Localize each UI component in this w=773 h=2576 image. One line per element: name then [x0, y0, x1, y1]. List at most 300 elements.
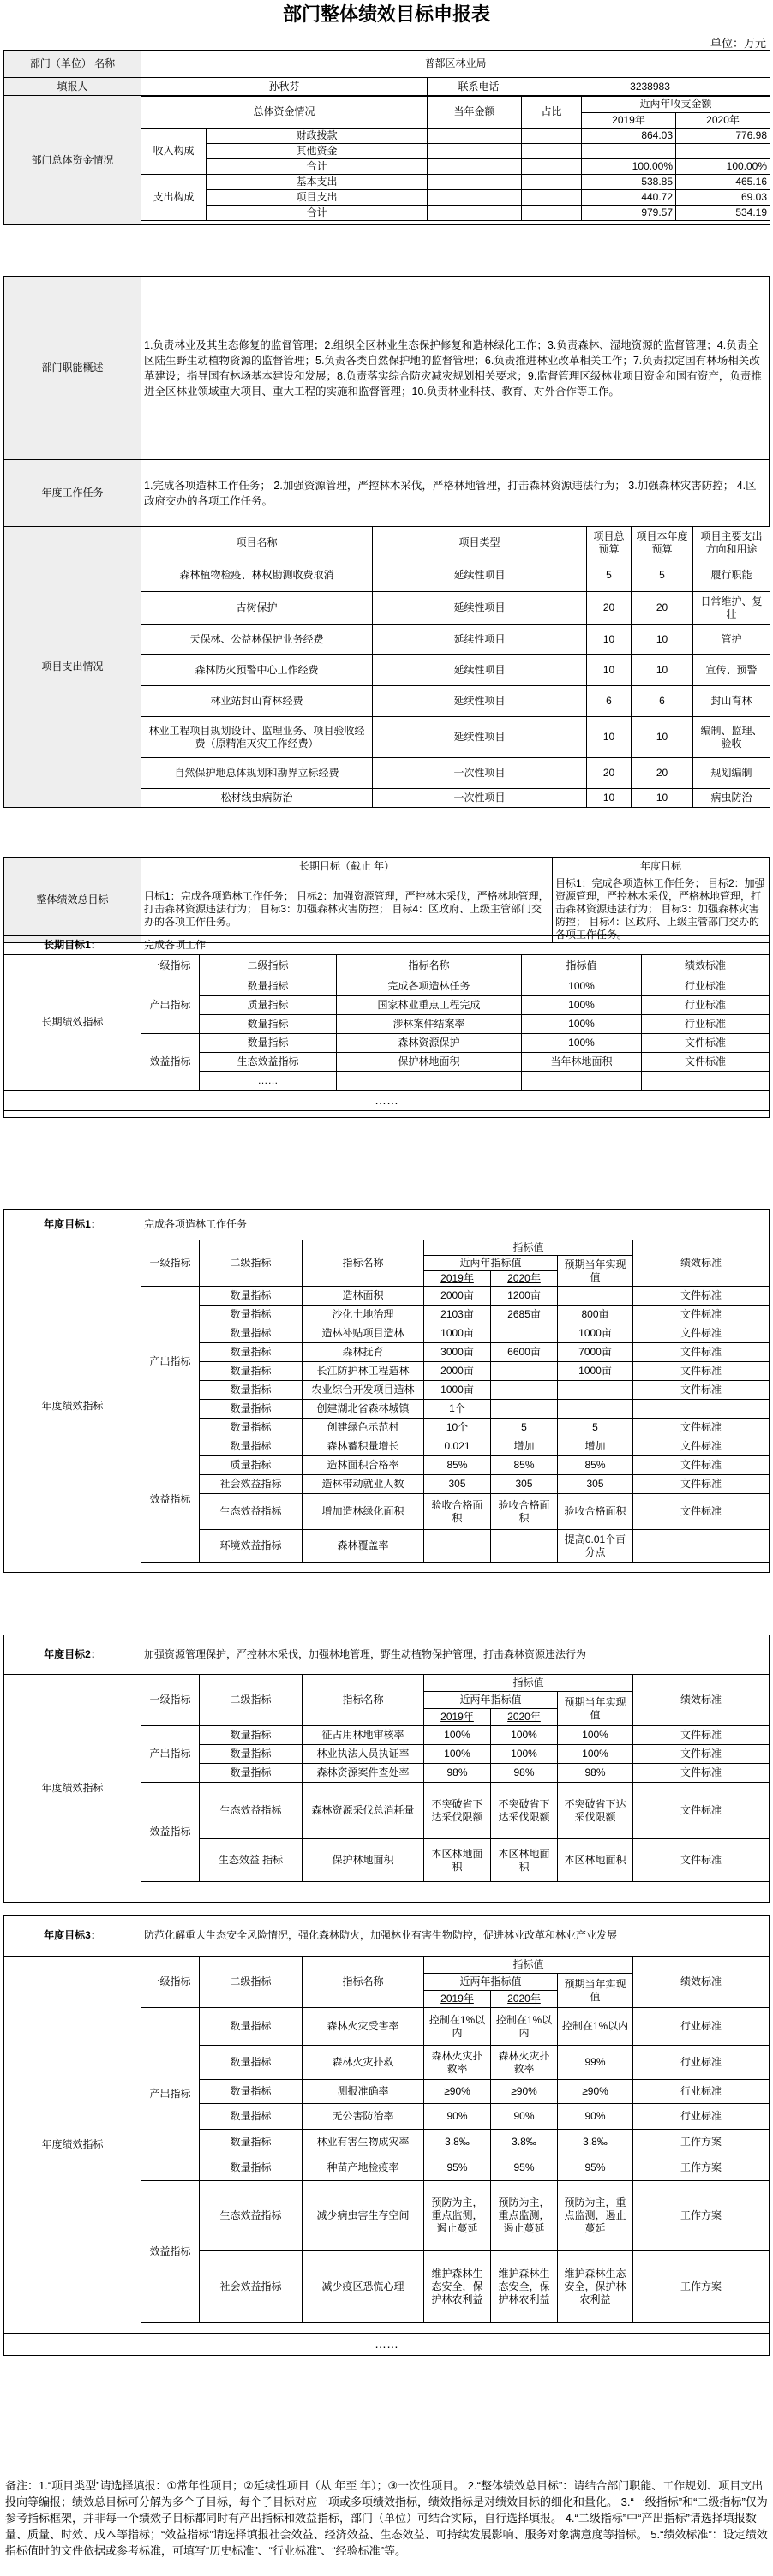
funds-row-name: 其他资金: [207, 144, 428, 159]
expected-cell: 提高0.01个百分点: [558, 1530, 633, 1563]
project-name: 古树保护: [141, 592, 373, 625]
funds-row-2020: 534.19: [676, 206, 770, 221]
project-total: 20: [587, 758, 632, 789]
level2-cell: 数量指标: [200, 1381, 303, 1400]
col-header-level1: 一级指标: [141, 1675, 200, 1726]
value-2019-cell: 100%: [424, 1726, 491, 1745]
project-type: 延续性项目: [373, 559, 587, 592]
project-dir: 封山育林: [693, 686, 770, 717]
level2-cell: 社会效益指标: [200, 2251, 303, 2323]
duty-label: 部门职能概述: [4, 277, 141, 460]
standard-cell: 行业标准: [633, 2080, 770, 2104]
expected-cell: 验收合格面积: [558, 1494, 633, 1530]
level1-cell: 产出指标: [141, 1726, 200, 1783]
projects-section: [3, 526, 770, 808]
level2-cell: 生态效益指标: [200, 2181, 303, 2251]
year-goal-2-section: [3, 1635, 770, 1903]
indicator-cell: 森林蓄积量增长: [303, 1437, 424, 1456]
value-2019-cell: 10个: [424, 1419, 491, 1437]
year-kpi-label: 年度绩效指标: [4, 1240, 141, 1573]
col-header-2020: 2020年: [491, 1991, 558, 2008]
value-2020-cell: [491, 1324, 558, 1343]
value-2020-cell: 100%: [491, 1745, 558, 1764]
value-2019-cell: 1000亩: [424, 1324, 491, 1343]
indicator-cell: 无公害防治率: [303, 2104, 424, 2130]
level1-cell: 效益指标: [141, 2181, 200, 2323]
indicator-cell: 减少病虫害生存空间: [303, 2181, 424, 2251]
col-header-indicator: 指标名称: [303, 1240, 424, 1287]
project-year: 5: [632, 559, 693, 592]
col-header-level1: 一级指标: [141, 955, 200, 977]
value-2020-cell: 3.8‰: [491, 2130, 558, 2155]
annual-task-text: 1.完成各项造林工作任务； 2.加强资源管理，严控林木采伐，严格林地管理，打击森林资源违法行为； 3.加强森林灾害防控； 4.区政府交办的各项工作任务。: [141, 460, 770, 527]
standard-cell: 文件标准: [633, 1456, 770, 1475]
col-header-standard: 绩效标准: [642, 955, 770, 977]
col-header-value: 指标值: [424, 1957, 633, 1974]
long-goal-header: 长期目标（截止 年）: [141, 858, 553, 876]
value-2020-cell: 5: [491, 1419, 558, 1437]
value-2019-cell: 100%: [424, 1745, 491, 1764]
projects-year-header: 项目本年度预算: [632, 527, 693, 559]
value-2020-cell: 85%: [491, 1456, 558, 1475]
value-2020-cell: 维护森林生态安全，保护林农利益: [491, 2251, 558, 2323]
col-header-level2: 二级指标: [200, 1957, 303, 2008]
project-year: 10: [632, 655, 693, 686]
indicator-cell: 造林带动就业人数: [303, 1475, 424, 1494]
project-total: 20: [587, 592, 632, 625]
expected-cell: 本区林地面积: [558, 1839, 633, 1882]
value-2019-cell: 本区林地面积: [424, 1839, 491, 1882]
indicator-cell: 林业有害生物成灾率: [303, 2130, 424, 2155]
funds-row-current: [428, 159, 522, 175]
value-2019-cell: ≥90%: [424, 2080, 491, 2104]
level2-cell: 数量指标: [200, 1419, 303, 1437]
value-2020-cell: 95%: [491, 2155, 558, 2181]
funds-row-2020: 69.03: [676, 190, 770, 206]
level2-cell: 数量指标: [200, 1034, 337, 1053]
standard-cell: [642, 1072, 770, 1091]
value-2019-cell: 305: [424, 1475, 491, 1494]
project-year: 10: [632, 625, 693, 655]
level2-cell: 数量指标: [200, 2008, 303, 2046]
level2-cell: 生态效益指标: [200, 1783, 303, 1839]
project-name: 自然保护地总体规划和勘界立标经费: [141, 758, 373, 789]
standard-cell: 文件标准: [633, 1745, 770, 1764]
level1-cell: 效益指标: [141, 1437, 200, 1563]
expected-cell: 85%: [558, 1456, 633, 1475]
expected-cell: 控制在1%以内: [558, 2008, 633, 2046]
standard-cell: 文件标准: [633, 1362, 770, 1381]
col-header-level2: 二级指标: [200, 1675, 303, 1726]
phone-value: 3238983: [530, 78, 770, 97]
year-goal-1-section: [3, 1209, 770, 1573]
project-year: 10: [632, 717, 693, 758]
project-name: 林业站封山育林经费: [141, 686, 373, 717]
level2-cell: ……: [200, 1072, 337, 1091]
standard-cell: 工作方案: [633, 2130, 770, 2155]
project-dir: 编制、监理、验收: [693, 717, 770, 758]
level1-cell: 产出指标: [141, 1287, 200, 1437]
funds-row-ratio: [522, 144, 582, 159]
project-total: 6: [587, 686, 632, 717]
indicator-cell: 完成各项造林任务: [337, 977, 522, 996]
funds-row-2019: 538.85: [582, 175, 676, 190]
standard-cell: 文件标准: [633, 1419, 770, 1437]
value-2020-cell: 森林火灾扑救率: [491, 2046, 558, 2080]
level2-cell: 数量指标: [200, 2080, 303, 2104]
funds-row-2019: 440.72: [582, 190, 676, 206]
value-2020-cell: 6600亩: [491, 1343, 558, 1362]
standard-cell: 文件标准: [633, 1839, 770, 1882]
indicator-cell: 森林火灾受害率: [303, 2008, 424, 2046]
level2-cell: 数量指标: [200, 2155, 303, 2181]
project-total: 5: [587, 559, 632, 592]
expected-cell: 不突破省下达采伐限额: [558, 1783, 633, 1839]
year-goal-3-text: 防范化解重大生态安全风险情况，强化森林防火，加强林业有害生物防控，促进林业改革和林业产业发展: [141, 1916, 770, 1957]
indicator-cell: 减少疫区恐慌心理: [303, 2251, 424, 2323]
phone-label: 联系电话: [428, 78, 530, 97]
funds-recent-header: 近两年收支金额: [582, 96, 770, 113]
long-goal-1-label: 长期目标1：: [4, 936, 141, 955]
col-header-level2: 二级指标: [200, 1240, 303, 1287]
standard-cell: 行业标准: [642, 1015, 770, 1034]
project-year: 10: [632, 789, 693, 808]
project-dir: 履行职能: [693, 559, 770, 592]
value-2020-cell: [491, 1400, 558, 1419]
funds-row-2019: 100.00%: [582, 159, 676, 175]
projects-type-header: 项目类型: [373, 527, 587, 559]
funds-label: 部门总体资金情况: [4, 96, 141, 225]
value-2020-cell: 305: [491, 1475, 558, 1494]
year-goal-3-label: 年度目标3：: [4, 1916, 141, 1957]
indicator-cell: 农业综合开发项目造林: [303, 1381, 424, 1400]
funds-row-current: [428, 190, 522, 206]
standard-cell: 文件标准: [633, 1726, 770, 1745]
funds-row-current: [428, 206, 522, 221]
level2-cell: 数量指标: [200, 1764, 303, 1783]
funds-row-name: 合计: [207, 206, 428, 221]
funds-2019-header: 2019年: [582, 113, 676, 129]
project-dir: 宣传、预警: [693, 655, 770, 686]
funds-row-name: 财政拨款: [207, 129, 428, 144]
funds-row-ratio: [522, 175, 582, 190]
value-2020-cell: 增加: [491, 1437, 558, 1456]
value-2020-cell: 控制在1%以内: [491, 2008, 558, 2046]
standard-cell: 文件标准: [633, 1494, 770, 1530]
value-2019-cell: 1个: [424, 1400, 491, 1419]
value-2019-cell: 2103亩: [424, 1306, 491, 1324]
indicator-cell: 森林覆盖率: [303, 1530, 424, 1563]
value-2019-cell: 1000亩: [424, 1381, 491, 1400]
funds-row-current: [428, 175, 522, 190]
projects-dir-header: 项目主要支出方向和用途: [693, 527, 770, 559]
indicator-cell: 保护林地面积: [303, 1839, 424, 1882]
project-dir: 管护: [693, 625, 770, 655]
funds-row-ratio: [522, 206, 582, 221]
value-2020-cell: 验收合格面积: [491, 1494, 558, 1530]
ellipsis-row: ……: [4, 1091, 770, 1111]
filler-value: 孙秋芬: [141, 78, 428, 97]
value-cell: 100%: [522, 1034, 642, 1053]
income-label: 收入构成: [141, 129, 207, 175]
level2-cell: 数量指标: [200, 1437, 303, 1456]
indicator-cell: [337, 1072, 522, 1091]
level2-cell: 数量指标: [200, 1362, 303, 1381]
expected-cell: 95%: [558, 2155, 633, 2181]
project-type: 延续性项目: [373, 717, 587, 758]
value-2020-cell: 预防为主，重点监测，遏止蔓延: [491, 2181, 558, 2251]
level2-cell: 数量指标: [200, 1400, 303, 1419]
standard-cell: 文件标准: [633, 1437, 770, 1456]
value-2020-cell: 90%: [491, 2104, 558, 2130]
indicator-cell: 保护林地面积: [337, 1053, 522, 1072]
value-2020-cell: 1200亩: [491, 1287, 558, 1306]
indicator-cell: 国家林业重点工程完成: [337, 996, 522, 1015]
project-dir: 规划编制: [693, 758, 770, 789]
value-2019-cell: 90%: [424, 2104, 491, 2130]
value-2020-cell: 不突破省下达采伐限额: [491, 1783, 558, 1839]
long-goal-text: 目标1：完成各项造林工作任务； 目标2：加强资源管理，严控林木采伐，严格林地管理，打击森林资源违法行为； 目标3：加强森林灾害防控； 目标4：区政府、上级主管部门交办的各项工作任务。: [141, 876, 553, 943]
expected-cell: 98%: [558, 1764, 633, 1783]
funds-row-2019: 864.03: [582, 129, 676, 144]
project-total: 10: [587, 789, 632, 808]
project-total: 10: [587, 655, 632, 686]
standard-cell: [633, 1530, 770, 1563]
indicator-cell: 林业执法人员执证率: [303, 1745, 424, 1764]
level2-cell: 环境效益指标: [200, 1530, 303, 1563]
standard-cell: [633, 1400, 770, 1419]
col-header-2019: 2019年: [424, 1709, 491, 1726]
indicator-cell: 种苗产地检疫率: [303, 2155, 424, 2181]
project-type: 延续性项目: [373, 655, 587, 686]
indicator-cell: 森林资源保护: [337, 1034, 522, 1053]
value-2019-cell: 控制在1%以内: [424, 2008, 491, 2046]
level1-cell: 效益指标: [141, 1034, 200, 1091]
value-2019-cell: 验收合格面积: [424, 1494, 491, 1530]
value-2019-cell: 森林火灾扑救率: [424, 2046, 491, 2080]
funds-row-current: [428, 129, 522, 144]
expected-cell: 预防为主，重点监测，遏止蔓延: [558, 2181, 633, 2251]
col-header-expected: 预期当年实现值: [558, 1974, 633, 2008]
funds-row-name: 基本支出: [207, 175, 428, 190]
expected-cell: [558, 1287, 633, 1306]
project-type: 一次性项目: [373, 789, 587, 808]
expected-cell: 7000亩: [558, 1343, 633, 1362]
dept-name-value: 普都区林业局: [141, 51, 770, 78]
project-type: 延续性项目: [373, 625, 587, 655]
year-goal-text: 目标1：完成各项造林工作任务； 目标2：加强资源管理，严控林木采伐，严格林地管理，打击森林资源违法行为； 目标3：加强森林灾害防控； 目标4：区政府、上级主管部门交办的各项工作任务。: [553, 876, 770, 943]
value-2020-cell: 98%: [491, 1764, 558, 1783]
funds-overall-header: 总体资金情况: [141, 96, 428, 129]
value-2020-cell: 100%: [491, 1726, 558, 1745]
project-dir: 日常维护、复壮: [693, 592, 770, 625]
funds-row-name: 项目支出: [207, 190, 428, 206]
project-year: 20: [632, 758, 693, 789]
col-header-standard: 绩效标准: [633, 1675, 770, 1726]
unit-label: 单位：万元: [710, 37, 766, 50]
projects-label: 项目支出情况: [4, 527, 141, 808]
standard-cell: 文件标准: [633, 1475, 770, 1494]
year-goal-1-label: 年度目标1：: [4, 1210, 141, 1240]
indicator-cell: 测报准确率: [303, 2080, 424, 2104]
level1-cell: 产出指标: [141, 977, 200, 1034]
standard-cell: 工作方案: [633, 2181, 770, 2251]
level2-cell: 数量指标: [200, 1745, 303, 1764]
year-goal-3-section: [3, 1915, 770, 2356]
expected-cell: 100%: [558, 1726, 633, 1745]
col-header-expected: 预期当年实现值: [558, 1692, 633, 1726]
long-goal-1-section: [3, 935, 770, 1118]
col-header-standard: 绩效标准: [633, 1240, 770, 1287]
duty-text: 1.负责林业及其生态修复的监督管理；2.组织全区林业生态保护修复和造林绿化工作；3.负责森林、湿地资源的监督管理；4.负责全区陆生野生动植物资源的监督管理；5.负责各类自然保护地的监督管理；6.负责推进林业改革相关工作；7.负责拟定国有林场相关改革建设；指导国有林场基本建设和发展；8.负责落实综合防灾减灾规划相关要求；9.监督管理区级林业项目资金和国有资产，负责推进全区林业领域重大项目、重大工程的实施和监督管理；10.负责林业科技、教育、对外合作等工作。: [141, 277, 770, 460]
level2-cell: 生态效益 指标: [200, 1839, 303, 1882]
dept-name-label: 部门（单位） 名称: [4, 51, 141, 78]
expected-cell: 100%: [558, 1745, 633, 1764]
col-header-level2: 二级指标: [200, 955, 337, 977]
footnote: 备注：1.“项目类型”请选择填报：①常年性项目；②延续性项目（从 年至 年）；③一次性项目。 2.“整体绩效总目标”：请结合部门职能、工作规划、项目支出投向等编报；绩效总目标可分解为多个子目标，每个子目标对应一项或多项绩效指标，绩效指标是对绩效目标的细化和量化。 3.“一级指标”和“二级指标”仅为参考指标框架，并非每一个绩效子目标都同时有产出指标和效益指标，部门（单位）可结合实际，自行选择填报。 4.“二级指标”中“产出指标”请选择填报数量、质量、时效、成本等指标；“效益指标”请选择填报社会效益、经济效益、生态效益、可持续发展影响、服务对象满意度等指标。 5.“绩效标准”：设定绩效指标值时的文件依据或参考标准，可填写“历史标准”、“行业标准”、“经验标准”等。: [5, 2479, 768, 2557]
standard-cell: 文件标准: [633, 1783, 770, 1839]
year-goal-1-text: 完成各项造林工作任务: [141, 1210, 770, 1240]
overall-goal-section: [3, 857, 770, 943]
standard-cell: 工作方案: [633, 2251, 770, 2323]
value-2019-cell: 维护森林生态安全，保护林农利益: [424, 2251, 491, 2323]
standard-cell: 文件标准: [633, 1324, 770, 1343]
value-2019-cell: 不突破省下达采伐限额: [424, 1783, 491, 1839]
col-header-indicator: 指标名称: [303, 1957, 424, 2008]
annual-task-label: 年度工作任务: [4, 460, 141, 527]
value-2019-cell: 2000亩: [424, 1287, 491, 1306]
expected-cell: 5: [558, 1419, 633, 1437]
standard-cell: 行业标准: [633, 2046, 770, 2080]
projects-name-header: 项目名称: [141, 527, 373, 559]
standard-cell: 文件标准: [642, 1034, 770, 1053]
col-header-expected: 预期当年实现值: [558, 1256, 633, 1287]
col-header-2020: 2020年: [491, 1709, 558, 1726]
standard-cell: 文件标准: [633, 1764, 770, 1783]
col-header-level1: 一级指标: [141, 1240, 200, 1287]
col-header-2019: 2019年: [424, 1271, 491, 1287]
expected-cell: 800亩: [558, 1306, 633, 1324]
standard-cell: 文件标准: [633, 1287, 770, 1306]
overall-goal-label: 整体绩效总目标: [4, 858, 141, 943]
expected-cell: [558, 1381, 633, 1400]
col-header-recent: 近两年指标值: [424, 1256, 558, 1271]
level2-cell: 数量指标: [200, 2130, 303, 2155]
expected-cell: 99%: [558, 2046, 633, 2080]
long-kpi-label: 长期绩效指标: [4, 955, 141, 1091]
level1-cell: 效益指标: [141, 1783, 200, 1882]
value-2019-cell: 3.8‰: [424, 2130, 491, 2155]
funds-row-ratio: [522, 190, 582, 206]
level2-cell: 生态效益指标: [200, 1494, 303, 1530]
year-kpi-label: 年度绩效指标: [4, 1675, 141, 1903]
year-goal-2-text: 加强资源管理保护，严控林木采伐，加强林地管理，野生动植物保护管理，打击森林资源违法行为: [141, 1635, 770, 1675]
project-type: 延续性项目: [373, 686, 587, 717]
expense-label: 支出构成: [141, 175, 207, 221]
value-2019-cell: 98%: [424, 1764, 491, 1783]
standard-cell: 文件标准: [633, 1306, 770, 1324]
funds-row-2020: 465.16: [676, 175, 770, 190]
standard-cell: 行业标准: [642, 977, 770, 996]
funds-row-name: 合计: [207, 159, 428, 175]
duty-section: [3, 276, 770, 527]
value-2020-cell: [491, 1362, 558, 1381]
funds-row-2020: 776.98: [676, 129, 770, 144]
col-header-value: 指标值: [522, 955, 642, 977]
indicator-cell: 造林面积: [303, 1287, 424, 1306]
col-header-2020: 2020年: [491, 1271, 558, 1287]
standard-cell: 文件标准: [633, 1381, 770, 1400]
indicator-cell: 造林补贴项目造林: [303, 1324, 424, 1343]
level2-cell: 数量指标: [200, 2104, 303, 2130]
project-name: 松材线虫病防治: [141, 789, 373, 808]
filler-label: 填报人: [4, 78, 141, 97]
project-type: 一次性项目: [373, 758, 587, 789]
level2-cell: 生态效益指标: [200, 1053, 337, 1072]
project-name: 森林防火预警中心工作经费: [141, 655, 373, 686]
standard-cell: 行业标准: [642, 996, 770, 1015]
expected-cell: ≥90%: [558, 2080, 633, 2104]
col-header-recent: 近两年指标值: [424, 1974, 558, 1991]
col-header-standard: 绩效标准: [633, 1957, 770, 2008]
value-2019-cell: [424, 1530, 491, 1563]
project-name: 林业工程项目规划设计、监理业务、项目验收经费（原精准灭灾工作经费）: [141, 717, 373, 758]
project-total: 10: [587, 625, 632, 655]
value-cell: [522, 1072, 642, 1091]
indicator-cell: 创建绿色示范村: [303, 1419, 424, 1437]
value-2019-cell: 预防为主，重点监测，遏止蔓延: [424, 2181, 491, 2251]
col-header-indicator: 指标名称: [303, 1675, 424, 1726]
expected-cell: 3.8‰: [558, 2130, 633, 2155]
indicator-cell: 创建湖北省森林城镇: [303, 1400, 424, 1419]
funds-row-2019: [582, 144, 676, 159]
col-header-value: 指标值: [424, 1675, 633, 1692]
level2-cell: 数量指标: [200, 977, 337, 996]
indicator-cell: 森林资源案件查处率: [303, 1764, 424, 1783]
col-header-indicator: 指标名称: [337, 955, 522, 977]
standard-cell: 行业标准: [633, 2008, 770, 2046]
value-cell: 100%: [522, 977, 642, 996]
level2-cell: 质量指标: [200, 1456, 303, 1475]
project-total: 10: [587, 717, 632, 758]
expected-cell: [558, 1400, 633, 1419]
value-2019-cell: 85%: [424, 1456, 491, 1475]
info-section: [3, 50, 770, 97]
project-name: 森林植物检疫、林权勘测收费取消: [141, 559, 373, 592]
year-kpi-label: 年度绩效指标: [4, 1957, 141, 2334]
year-goal-2-label: 年度目标2：: [4, 1635, 141, 1675]
funds-row-ratio: [522, 159, 582, 175]
value-2020-cell: 2685亩: [491, 1306, 558, 1324]
indicator-cell: 涉林案件结案率: [337, 1015, 522, 1034]
indicator-cell: 森林资源采伐总消耗量: [303, 1783, 424, 1839]
col-header-level1: 一级指标: [141, 1957, 200, 2008]
project-name: 天保林、公益林保护业务经费: [141, 625, 373, 655]
standard-cell: 工作方案: [633, 2155, 770, 2181]
level2-cell: 数量指标: [200, 1015, 337, 1034]
value-2019-cell: 95%: [424, 2155, 491, 2181]
funds-row-current: [428, 144, 522, 159]
standard-cell: 文件标准: [633, 1343, 770, 1362]
expected-cell: 维护森林生态安全，保护林农利益: [558, 2251, 633, 2323]
level2-cell: 数量指标: [200, 1324, 303, 1343]
project-year: 6: [632, 686, 693, 717]
standard-cell: 文件标准: [642, 1053, 770, 1072]
level2-cell: 社会效益指标: [200, 1475, 303, 1494]
indicator-cell: 造林面积合格率: [303, 1456, 424, 1475]
year-goal-header: 年度目标: [553, 858, 770, 876]
indicator-cell: 增加造林绿化面积: [303, 1494, 424, 1530]
